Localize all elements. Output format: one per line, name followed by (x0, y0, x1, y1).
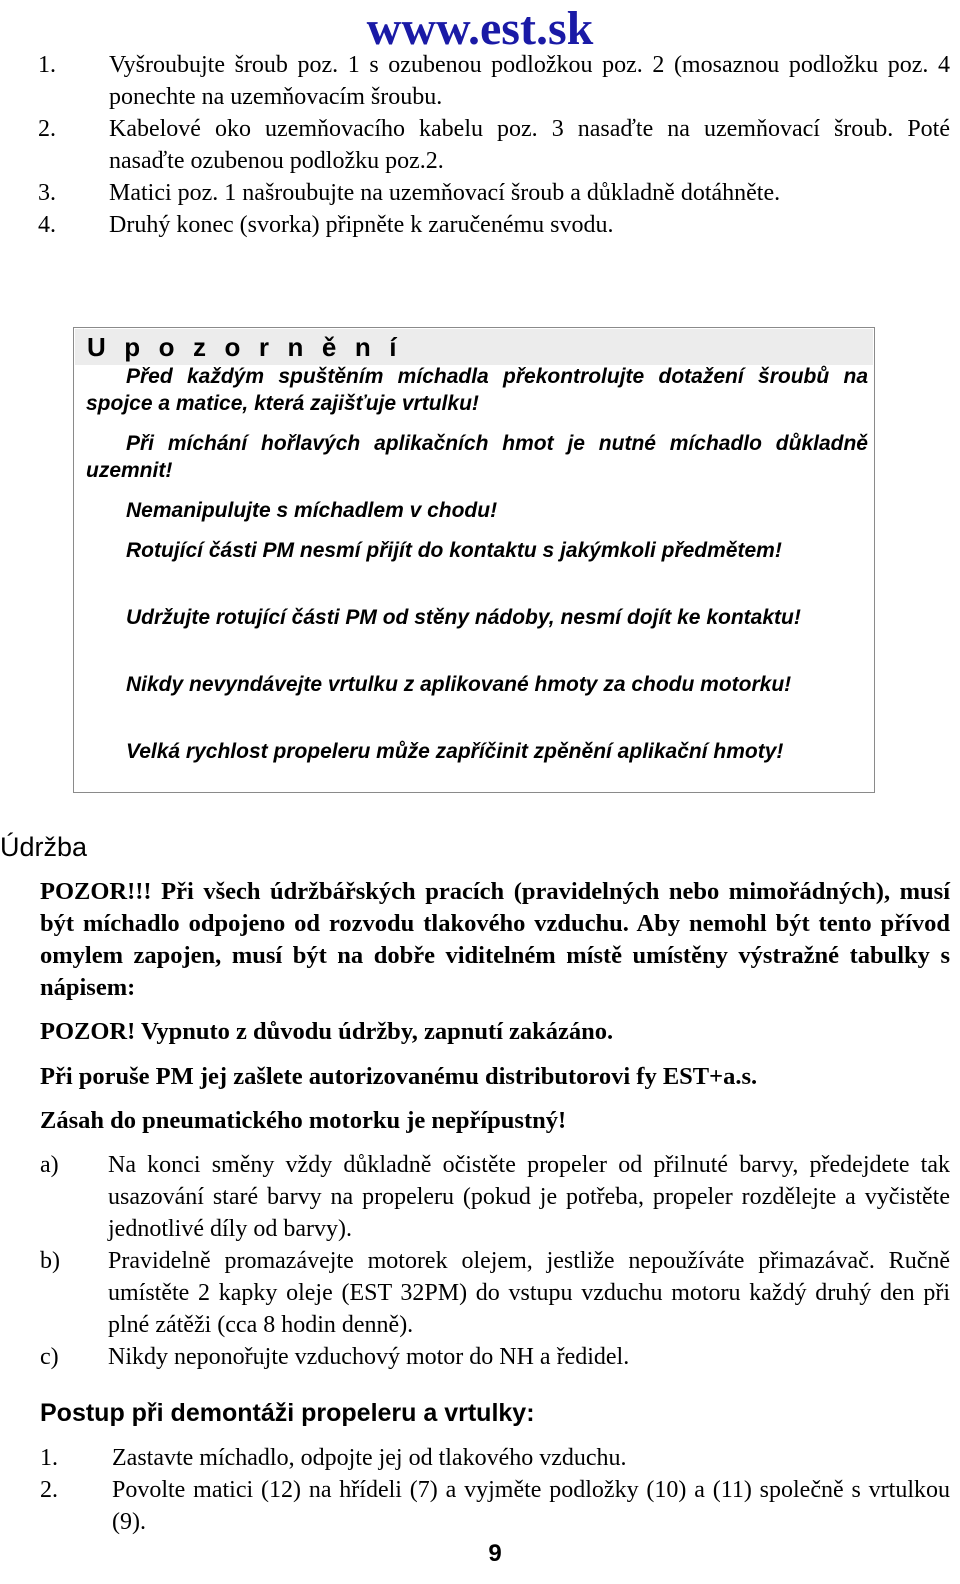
forbidden-note: Zásah do pneumatického motorku je nepřípustný! (40, 1107, 567, 1134)
step-number: 1. (38, 52, 56, 78)
list-item (38, 113, 950, 177)
maintenance-list (40, 1149, 950, 1373)
step-text: Kabelové oko uzemňovacího kabelu poz. 3 nasaďte na uzemňovací šroub. Poté nasaďte ozubenou podložku poz.2. (109, 116, 950, 174)
step-number: 2. (40, 1477, 58, 1503)
maintenance-notice: POZOR!!! Při všech údržbářských pracích (pravidelných nebo mimořádných), musí být míchadlo odpojeno od rozvodu tlakového vzduchu. Aby nemohl být tento přívod omylem zapojen, musí být na dobře viditelném místě umístěny výstražné tabulky s nápisem: (40, 878, 950, 1001)
step-text: Povolte matici (12) na hřídeli (7) a vyjměte podložky (10) a (11) společně s vrtulkou (9). (112, 1477, 950, 1535)
warning-paragraph: Udržujte rotující části PM od stěny nádoby, nesmí dojít ke kontaktu! (126, 606, 801, 629)
warning-paragraph: Rotující části PM nesmí přijít do kontaktu s jakýmkoli předmětem! (126, 539, 782, 562)
step-number: 1. (40, 1445, 58, 1471)
item-label: a) (40, 1152, 59, 1178)
list-item (38, 49, 950, 113)
warning-paragraph: Před každým spuštěním míchadla překontrolujte dotažení šroubů na spojce a matice, která zajišťuje vrtulku! (86, 365, 868, 415)
list-item (40, 1149, 950, 1245)
step-number: 2. (38, 116, 56, 142)
item-text: Nikdy neponořujte vzduchový motor do NH a ředidel. (108, 1344, 630, 1370)
page-number: 9 (488, 1540, 502, 1567)
warning-paragraph: Nemanipulujte s míchadlem v chodu! (126, 499, 498, 522)
list-item (40, 1341, 950, 1373)
dismount-steps (40, 1442, 950, 1538)
step-text: Zastavte míchadlo, odpojte jej od tlakového vzduchu. (112, 1445, 627, 1471)
grounding-steps (38, 49, 950, 241)
item-text: Pravidelně promazávejte motorek olejem, jestliže nepoužíváte přimazávač. Ručně umístěte 2 kapky oleje (EST 32PM) do vstupu vzduchu motoru každý druhý den při plné zátěži (cca 8 hodin denně). (108, 1248, 950, 1338)
item-text: Na konci směny vždy důkladně očistěte propeler od přilnuté barvy, předejdete tak usazování staré barvy na propeleru (pokud je potřeba, propeler rozdělejte a vyčistěte jednotlivé díly od barvy). (108, 1152, 950, 1242)
step-text: Druhý konec (svorka) připněte k zaručenému svodu. (109, 212, 614, 238)
warning-sign-text: POZOR! Vypnuto z důvodu údržby, zapnutí zakázáno. (40, 1018, 614, 1045)
site-header: www.est.sk (366, 2, 594, 55)
warning-paragraph: Při míchání hořlavých aplikačních hmot je nutné míchadlo důkladně uzemnit! (86, 432, 868, 482)
step-number: 4. (38, 212, 56, 238)
dismount-heading: Postup při demontáži propeleru a vrtulky: (40, 1399, 535, 1427)
step-text: Matici poz. 1 našroubujte na uzemňovací šroub a důkladně dotáhněte. (109, 180, 781, 206)
list-item (38, 177, 950, 209)
step-text: Vyšroubujte šroub poz. 1 s ozubenou podložkou poz. 2 (mosaznou podložku poz. 4 ponechte na uzemňovacím šroubu. (109, 52, 950, 110)
warning-paragraph: Nikdy nevyndávejte vrtulku z aplikované hmoty za chodu motorku! (126, 673, 792, 696)
section-title-maintenance: Údržba (0, 832, 88, 862)
warning-box (73, 327, 875, 793)
list-item (40, 1474, 950, 1538)
warning-paragraph: Velká rychlost propeleru může zapříčinit zpěnění aplikační hmoty! (126, 740, 784, 763)
list-item (40, 1442, 950, 1474)
repair-note: Při poruše PM jej zašlete autorizovanému distributorovi fy EST+a.s. (40, 1063, 758, 1090)
step-number: 3. (38, 180, 56, 206)
item-label: b) (40, 1248, 60, 1274)
item-label: c) (40, 1344, 59, 1370)
list-item (40, 1245, 950, 1341)
warning-title: Upozornění (75, 329, 873, 365)
list-item (38, 209, 950, 241)
